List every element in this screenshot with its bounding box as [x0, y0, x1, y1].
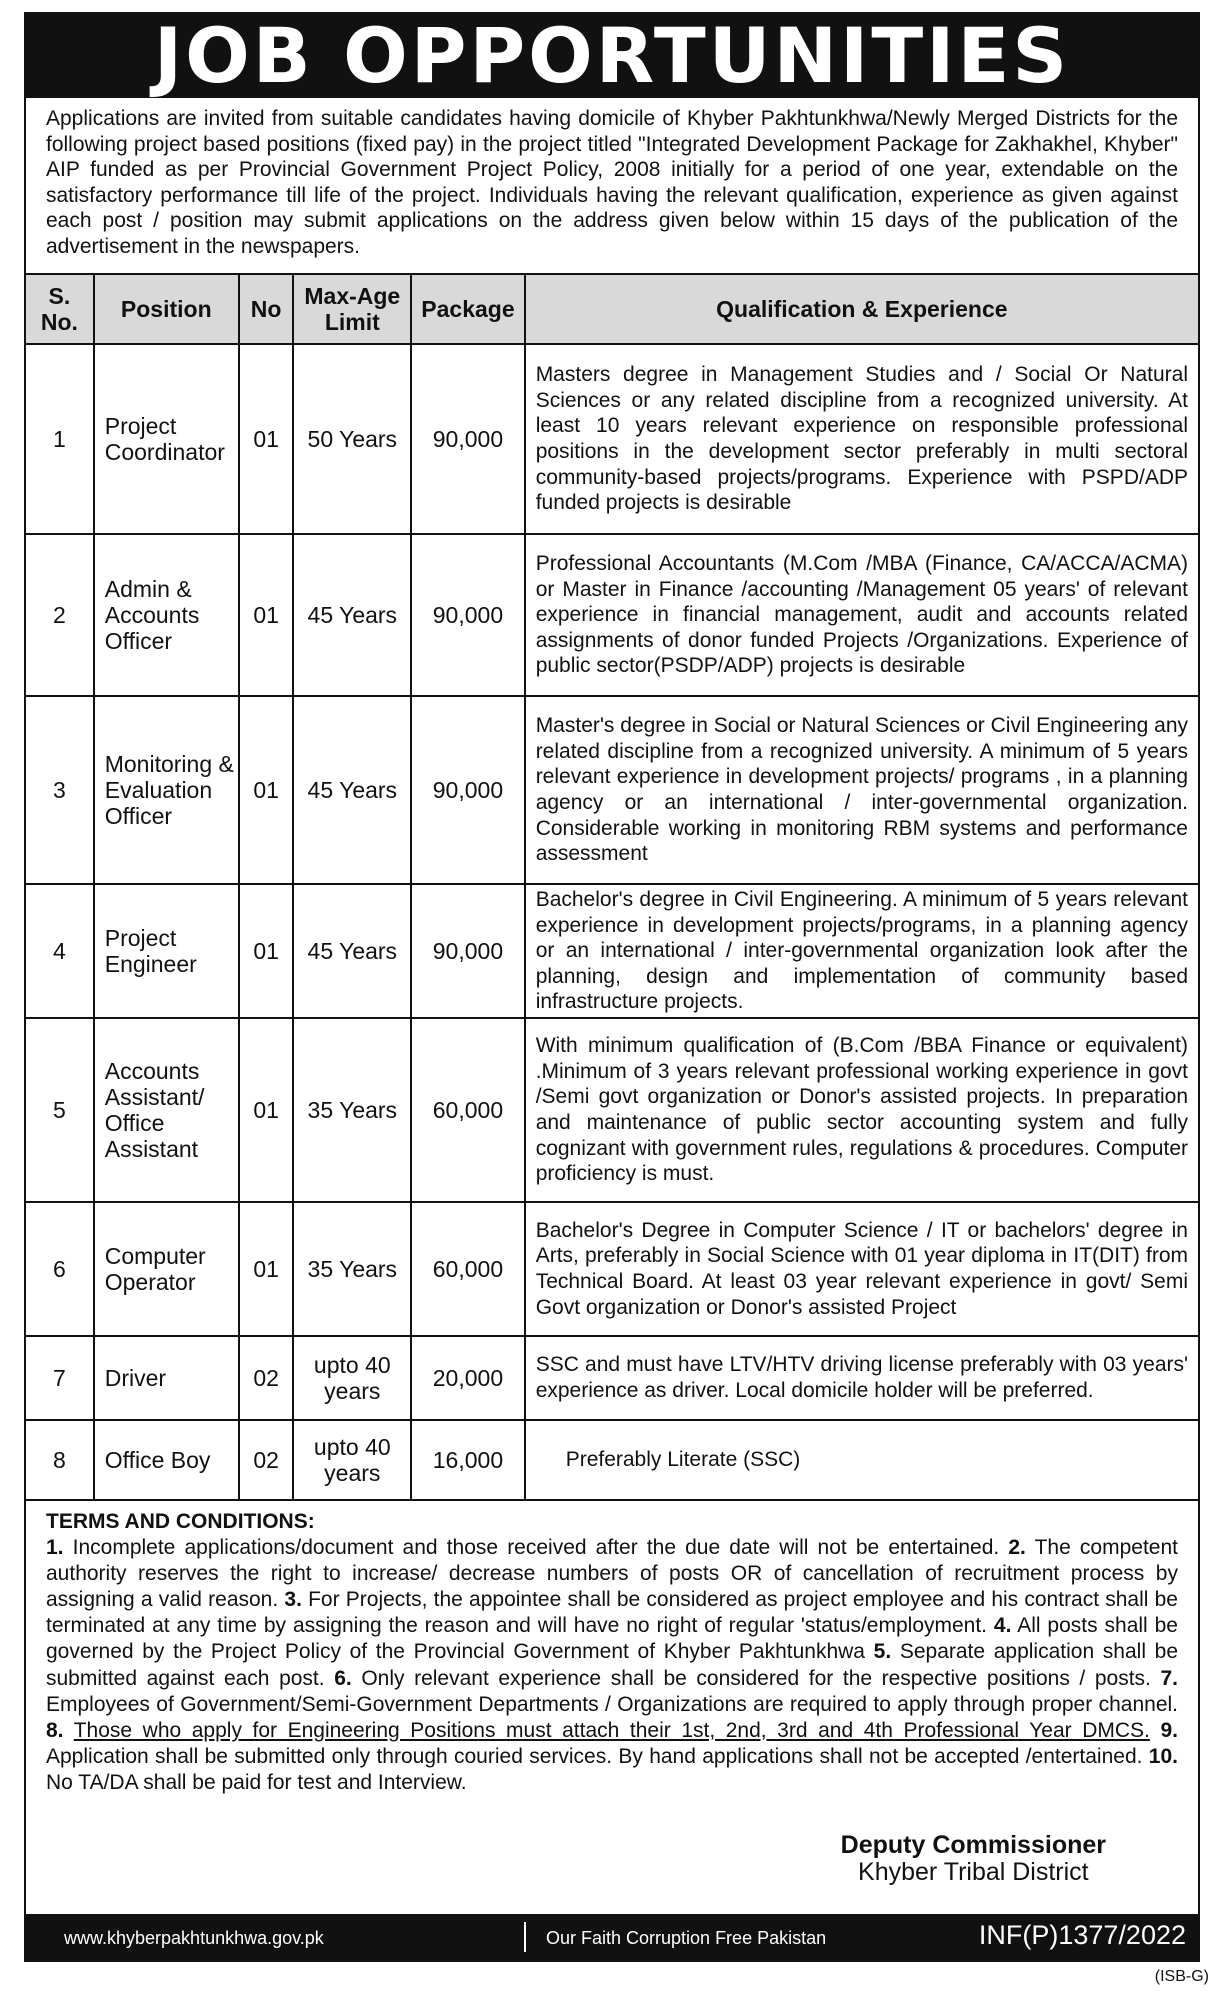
- page-title: JOB OPPORTUNITIES: [26, 14, 1198, 98]
- cell-no: 02: [239, 1336, 294, 1420]
- table-row: [25, 1420, 1199, 1500]
- cell-sno: 6: [25, 1202, 94, 1336]
- cell-age: upto 40 years: [293, 1420, 411, 1500]
- term-text: Separate application shall be submitted against each post.: [46, 1640, 1179, 1690]
- terms-section: [26, 1501, 1198, 1796]
- cell-position: Monitoring & Evaluation Officer: [94, 696, 239, 884]
- footer-bar: [26, 1914, 1198, 1960]
- cell-position: Computer Operator: [94, 1202, 239, 1336]
- header-qualification: Qualification & Experience: [525, 274, 1199, 344]
- term-text: All posts shall be governed by the Project Policy of the Provincial Government of Khyber Pakhtunkhwa: [46, 1614, 1178, 1664]
- terms-title: TERMS AND CONDITIONS:: [46, 1509, 315, 1533]
- cell-package: 90,000: [411, 534, 524, 696]
- term-text: Application shall be submitted only through couried services. By hand applications shall not be accepted /entertained.: [46, 1744, 1143, 1768]
- cell-sno: 7: [25, 1336, 94, 1420]
- cell-position: Accounts Assistant/ Office Assistant: [94, 1018, 239, 1202]
- cell-package: 16,000: [411, 1420, 524, 1500]
- cell-position: Project Coordinator: [94, 344, 239, 534]
- term-number: 8.: [46, 1718, 64, 1742]
- cell-no: 01: [239, 696, 294, 884]
- cell-sno: 5: [25, 1018, 94, 1202]
- table-row: [25, 1202, 1199, 1336]
- cell-age: 45 Years: [293, 884, 411, 1018]
- cell-package: 20,000: [411, 1336, 524, 1420]
- table-row: [25, 696, 1199, 884]
- term-number: 5.: [873, 1640, 892, 1664]
- cell-package: 60,000: [411, 1202, 524, 1336]
- term-number: 9.: [1160, 1718, 1178, 1742]
- cell-qualification: Bachelor's degree in Civil Engineering. A minimum of 5 years relevant experience in development projects/programs, in a planning agency or an international / inter-governmental organization look after the planning, design and implementation of community based infrastructure projects.: [525, 884, 1199, 1018]
- cell-qualification: Preferably Literate (SSC): [525, 1420, 1199, 1500]
- table-row: [25, 344, 1199, 534]
- cell-age: 35 Years: [293, 1202, 411, 1336]
- cell-sno: 1: [25, 344, 94, 534]
- jobs-table: [24, 273, 1200, 1501]
- cell-age: 35 Years: [293, 1018, 411, 1202]
- cell-qualification: With minimum qualification of (B.Com /BBA Finance or equivalent) .Minimum of 3 years relevant professional working experience in govt /Semi govt organization or Donor's assisted projects. In preparation and maintenance of public sector accounting system and fully cognizant with government rules, regulations & procedures. Computer proficiency is must.: [525, 1018, 1199, 1202]
- term-text: The competent authority reserves the right to increase/ decrease numbers of posts OR of cancellation of recruitment process by assigning a valid reason.: [46, 1536, 1178, 1612]
- cell-age: 45 Years: [293, 534, 411, 696]
- table-row: [25, 884, 1199, 1018]
- website-link[interactable]: www.khyberpakhtunkhwa.gov.pk: [64, 1928, 324, 1948]
- cell-no: 01: [239, 344, 294, 534]
- term-text: For Projects, the appointee shall be considered as project employee and his contract shall be terminated at any time by assigning the reason and will have no right of regular 'status/employment.: [46, 1588, 1178, 1638]
- table-row: [25, 534, 1199, 696]
- signature-subtitle: Khyber Tribal District: [858, 1858, 1089, 1886]
- cell-sno: 8: [25, 1420, 94, 1500]
- cell-position: Driver: [94, 1336, 239, 1420]
- term-number: 4.: [993, 1614, 1012, 1638]
- header-no: No: [239, 274, 294, 344]
- table-row: [25, 1336, 1199, 1420]
- cell-qualification: SSC and must have LTV/HTV driving license preferably with 03 years' experience as driver. Local domicile holder will be preferred.: [525, 1336, 1199, 1420]
- term-number: 7.: [1160, 1666, 1178, 1690]
- reference-number: INF(P)1377/2022: [978, 1920, 1186, 1950]
- cell-position: Office Boy: [94, 1420, 239, 1500]
- header-age: Max-Age Limit: [293, 274, 411, 344]
- cell-sno: 2: [25, 534, 94, 696]
- cell-package: 90,000: [411, 696, 524, 884]
- footer-divider: [524, 1922, 526, 1952]
- advertisement-page: [24, 12, 1200, 1962]
- cell-qualification: Master's degree in Social or Natural Sciences or Civil Engineering any related discipline from a recognized university. A minimum of 5 years relevant experience in development projects/ programs , in a planning agency or an international / inter-governmental organization. Considerable working in monitoring RBM systems and performance assessment: [525, 696, 1199, 884]
- header-position: Position: [94, 274, 239, 344]
- cell-no: 01: [239, 1202, 294, 1336]
- term-text: Only relevant experience shall be considered for the respective positions / posts.: [361, 1666, 1151, 1690]
- term-number: 2.: [1008, 1536, 1026, 1560]
- cell-age: 50 Years: [293, 344, 411, 534]
- footer-slogan: Our Faith Corruption Free Pakistan: [546, 1928, 827, 1948]
- cell-qualification: Bachelor's Degree in Computer Science / IT or bachelors' degree in Arts, preferably in Social Science with 01 year diploma in IT(DIT) from Technical Board. At least 03 year relevant experience in govt/ Semi Govt organization or Donor's assisted Project: [525, 1202, 1199, 1336]
- cell-position: Project Engineer: [94, 884, 239, 1018]
- cell-sno: 3: [25, 696, 94, 884]
- cell-package: 90,000: [411, 344, 524, 534]
- cell-sno: 4: [25, 884, 94, 1018]
- cell-age: upto 40 years: [293, 1336, 411, 1420]
- cell-package: 60,000: [411, 1018, 524, 1202]
- term-number: 6.: [334, 1666, 352, 1690]
- term-text: Employees of Government/Semi-Government Departments / Organizations are required to apply through proper channel.: [46, 1692, 1178, 1716]
- term-text: No TA/DA shall be paid for test and Interview.: [46, 1770, 467, 1794]
- cell-position: Admin & Accounts Officer: [94, 534, 239, 696]
- term-number: 10.: [1148, 1744, 1178, 1768]
- header-package: Package: [411, 274, 524, 344]
- table-row: [25, 1018, 1199, 1202]
- publication-code: (ISB-G): [1154, 1968, 1209, 1985]
- cell-no: 02: [239, 1420, 294, 1500]
- intro-paragraph: Applications are invited from suitable candidates having domicile of Khyber Pakhtunkhwa/Newly Merged Districts for the following project based positions (fixed pay) in the project titled "Integrated Development Package for Zakhakhel, Khyber" AIP funded as per Provincial Government Project Policy, 2008 initially for a period of one year, extendable on the satisfactory performance till life of the project. Individuals having the relevant qualification, experience as given against each post / position may submit applications on the address given below within 15 days of the publication of the advertisement in the newspapers.: [46, 107, 1178, 258]
- table-header-row: [25, 274, 1199, 344]
- cell-no: 01: [239, 534, 294, 696]
- term-number: 1.: [46, 1536, 64, 1560]
- cell-no: 01: [239, 884, 294, 1018]
- header-sno: S. No.: [25, 274, 94, 344]
- cell-no: 01: [239, 1018, 294, 1202]
- signature-block: [841, 1832, 1106, 1886]
- term-text: Incomplete applications/document and those received after the due date will not be entertained.: [72, 1536, 1000, 1560]
- term-number: 3.: [284, 1588, 302, 1612]
- cell-package: 90,000: [411, 884, 524, 1018]
- term-text: Those who apply for Engineering Positions must attach their 1st, 2nd, 3rd and 4th Professional Year DMCS.: [73, 1718, 1150, 1742]
- cell-qualification: Professional Accountants (M.Com /MBA (Finance, CA/ACCA/ACMA) or Master in Finance /accounting /Management 05 years' of relevant experience in financial management, audit and accounts related assignments of donor funded Projects /Organizations. Experience of public sector(PSDP/ADP) projects is desirable: [525, 534, 1199, 696]
- cell-age: 45 Years: [293, 696, 411, 884]
- cell-qualification: Masters degree in Management Studies and / Social Or Natural Sciences or any related discipline from a recognized university. At least 10 years relevant experience on responsible professional positions in the development sector preferably in multi sectoral community-based projects/programs. Experience with PSPD/ADP funded projects is desirable: [525, 344, 1199, 534]
- signature-title: Deputy Commissioner: [840, 1831, 1106, 1859]
- terms-body: [46, 1535, 1178, 1796]
